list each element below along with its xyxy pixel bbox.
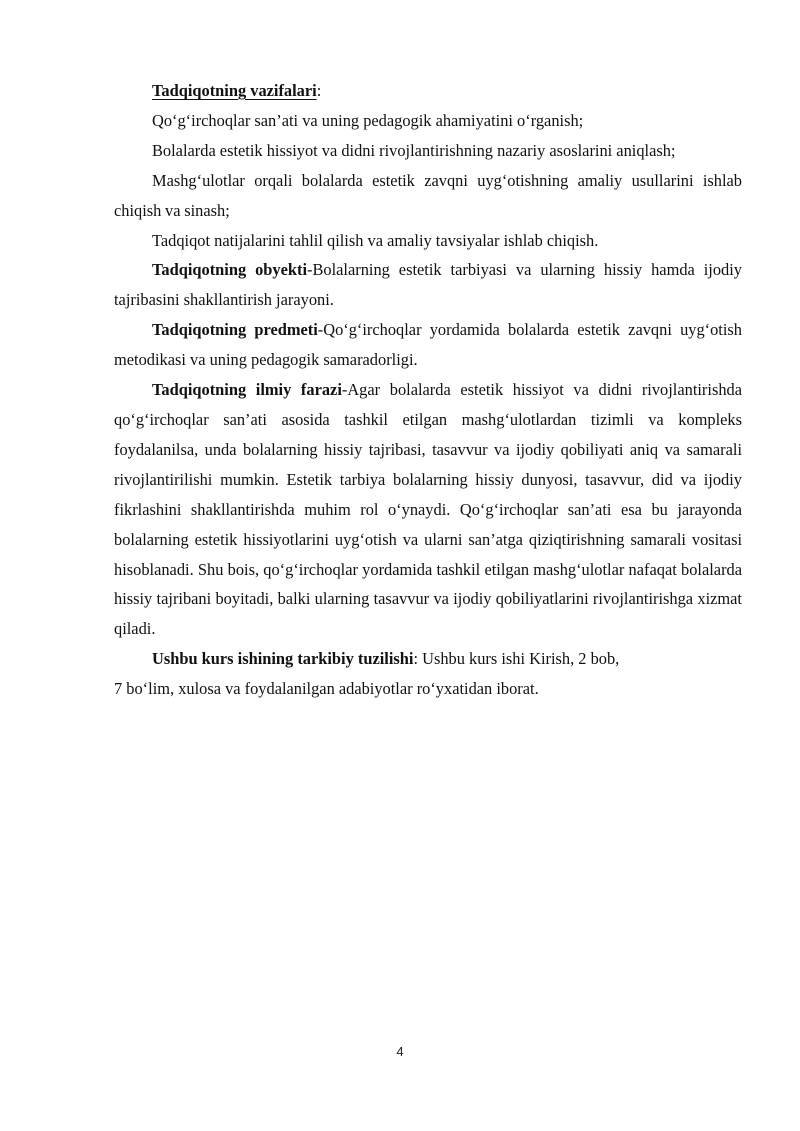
course-structure-paragraph (114, 644, 742, 704)
tasks-heading-paragraph (114, 76, 742, 106)
task-item-3: Mashg‘ulotlar orqali bolalarda estetik zavqni uyg‘otishning amaliy usullarini ishlab chiqish va sinash; (114, 170, 742, 220)
research-object-label: Tadqiqotning obyekti (152, 260, 308, 280)
tasks-heading-colon: : (316, 81, 322, 100)
document-page (114, 76, 742, 704)
course-structure-label: Ushbu kurs ishining tarkibiy tuzilishi (152, 649, 414, 669)
research-subject-text: -Qo‘g‘irchoqlar yordamida bolalarda estetik zavqni uyg‘otish metodikasi va uning pedagogik samaradorligi. (114, 320, 742, 370)
research-hypothesis-paragraph (114, 375, 742, 644)
task-item-4: Tadqiqot natijalarini tahlil qilish va amaliy tavsiyalar ishlab chiqish. (152, 230, 599, 250)
task-item-1: Qo‘g‘irchoqlar san’ati va uning pedagogik ahamiyatini o‘rganish; (152, 110, 584, 130)
research-subject-label: Tadqiqotning predmeti (152, 320, 318, 340)
course-structure-text-line1: : Ushbu kurs ishi Kirish, 2 bob, (413, 649, 620, 669)
course-structure-text-line2: 7 bo‘lim, xulosa va foydalanilgan adabiyotlar ro‘yxatidan iborat. (114, 679, 539, 699)
research-subject-paragraph (114, 315, 742, 375)
research-hypothesis-text: -Agar bolalarda estetik hissiyot va didni rivojlantirishda qo‘g‘irchoqlar san’ati asosida tashkil etilgan mashg‘ulotlardan tizimli va kompleks foydalanilsa, unda bolalarning hissiy tajribasi, tasavvur va ijodiy qobiliyati aniq va samarali rivojlantirilishi mumkin. Estetik tarbiya bolalarning hissiy dunyosi, tasavvur, did va ijodiy fikrlashini shakllantirishda muhim rol o‘ynaydi. Qo‘g‘irchoqlar san’ati esa bu jarayonda bolalarning estetik hissiyotlarini uyg‘otish va ularni san’atga qiziqtirishning samarali vositasi hisoblanadi. Shu bois, qo‘g‘irchoqlar yordamida tashkil etilgan mashg‘ulotlar nafaqat bolalarda hissiy tajribani boyitadi, balki ularning tasavvur va ijodiy qobiliyatlarini rivojlantirishga xizmat qiladi. (114, 380, 742, 639)
research-object-paragraph (114, 255, 742, 315)
tasks-heading: Tadqiqotning vazifalari (152, 81, 317, 100)
page-number: 4 (396, 1044, 404, 1059)
task-item-2: Bolalarda estetik hissiyot va didni rivojlantirishning nazariy asoslarini aniqlash; (152, 140, 676, 160)
research-hypothesis-label: Tadqiqotning ilmiy farazi (152, 380, 342, 400)
research-object-text: -Bolalarning estetik tarbiyasi va ularning hissiy hamda ijodiy tajribasini shakllantirish jarayoni. (114, 260, 742, 310)
